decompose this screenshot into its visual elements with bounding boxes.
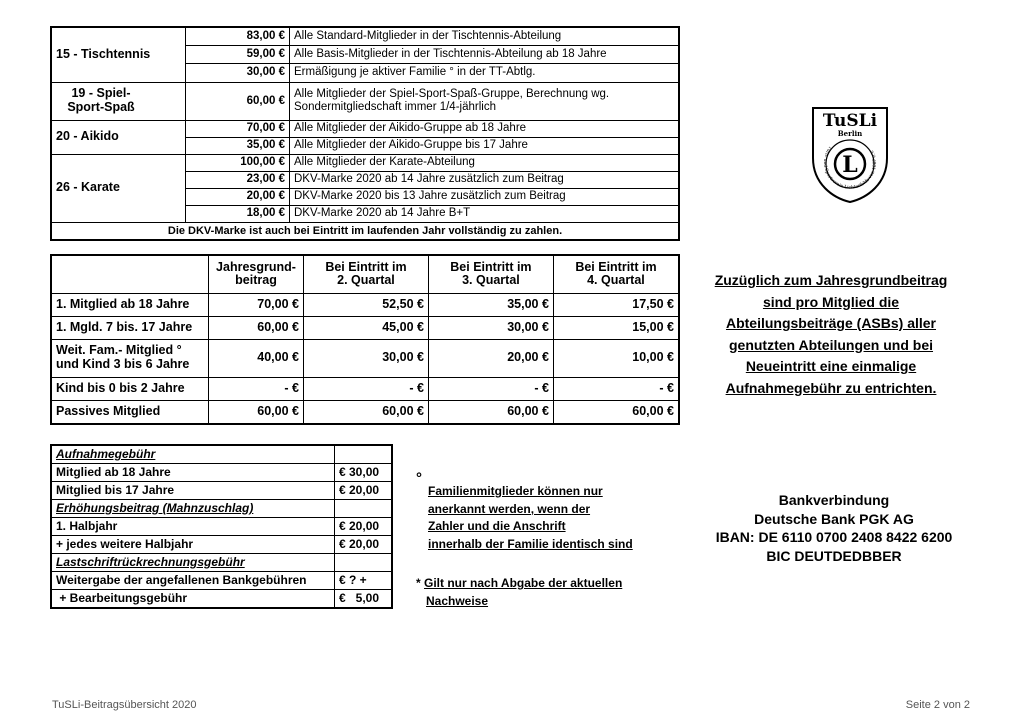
value-cell: 60,00 € [209, 316, 304, 339]
value-cell: - € [304, 377, 429, 400]
value-cell: € 5,00 [335, 590, 393, 609]
header-q2-text: Bei Eintritt im 2. Quartal [325, 259, 407, 288]
section-label: 15 - Tischtennis [51, 27, 186, 82]
note-line: Neueintritt eine einmalige [745, 358, 917, 374]
value-cell: 60,00 € [304, 400, 429, 424]
description-cell: DKV-Marke 2020 bis 13 Jahre zusätzlich zum Beitrag [290, 188, 680, 205]
dkv-note: Die DKV-Marke ist auch bei Eintritt im laufenden Jahr vollständig zu zahlen. [51, 222, 679, 240]
table-row [51, 518, 392, 536]
tusli-logo [811, 106, 889, 204]
row-label: Mitglied bis 17 Jahre [51, 482, 335, 500]
amount-cell: 59,00 € [186, 45, 290, 63]
table-row [51, 464, 392, 482]
note-line: Abteilungsbeiträge (ASBs) aller [725, 315, 937, 331]
bic: BIC DEUTDEDBBER [766, 547, 902, 564]
iban: IBAN: DE 6110 0700 2408 8422 6200 [715, 529, 953, 545]
value-cell [335, 500, 393, 518]
extra-fees-table [50, 444, 393, 609]
note-line: sind pro Mitglied die [762, 293, 900, 310]
table-row [51, 339, 679, 377]
note-line: innerhalb der Familie identisch sind [428, 536, 633, 551]
value-cell [335, 445, 393, 464]
description-cell: DKV-Marke 2020 ab 14 Jahre zusätzlich zum Beitrag [290, 171, 680, 188]
value-cell: 20,00 € [428, 339, 553, 377]
table-row [51, 445, 392, 464]
group-heading: Erhöhungsbeitrag (Mahnzuschlag) [51, 500, 335, 518]
section-label: 20 - Aikido [51, 120, 186, 154]
row-label: Kind bis 0 bis 2 Jahre [51, 377, 209, 400]
bank-name: Deutsche Bank PGK AG [754, 510, 914, 527]
annual-fee-table [50, 254, 680, 425]
description-cell: Alle Standard-Mitglieder in der Tischtennis-Abteilung [290, 27, 680, 45]
note-line: anerkannt werden, wenn der [428, 501, 591, 516]
row-label: 1. Mitglied ab 18 Jahre [51, 293, 209, 316]
value-cell: - € [553, 377, 679, 400]
description-cell: Alle Mitglieder der Spiel-Sport-Spaß-Gruppe, Berechnung wg. Sondermitgliedschaft immer 1/4-jährlich [290, 82, 680, 120]
proof-note [416, 575, 622, 610]
logo-letter: L [842, 152, 858, 178]
table-row [51, 377, 679, 400]
value-cell: 35,00 € [428, 293, 553, 316]
note-line: Gilt nur nach Abgabe der aktuellen [424, 576, 623, 590]
description-cell: Alle Mitglieder der Aikido-Gruppe bis 17 Jahre [290, 137, 680, 154]
value-cell: € 20,00 [335, 482, 393, 500]
note-line: genutzten Abteilungen und bei [728, 336, 934, 353]
value-cell: 30,00 € [304, 339, 429, 377]
degree-marker: ° [416, 470, 422, 487]
value-cell: 40,00 € [209, 339, 304, 377]
section-label-text: 19 - Spiel-Sport-Spaß [67, 86, 135, 114]
amount-cell: 60,00 € [186, 82, 290, 120]
amount-cell: 83,00 € [186, 27, 290, 45]
value-cell: 30,00 € [428, 316, 553, 339]
amount-cell: 100,00 € [186, 154, 290, 171]
bank-title: Bankverbindung [778, 492, 890, 508]
bank-details [700, 491, 968, 565]
row-label: Mitglied ab 18 Jahre [51, 464, 335, 482]
value-cell: € 30,00 [335, 464, 393, 482]
table-row [51, 316, 679, 339]
description-cell: Alle Mitglieder der Karate-Abteilung [290, 154, 680, 171]
header-annual [209, 255, 304, 293]
amount-cell: 18,00 € [186, 205, 290, 222]
value-cell: - € [209, 377, 304, 400]
amount-cell: 20,00 € [186, 188, 290, 205]
value-cell: 60,00 € [553, 400, 679, 424]
amount-cell: 23,00 € [186, 171, 290, 188]
table-row [51, 590, 392, 609]
value-cell [335, 554, 393, 572]
value-cell: 70,00 € [209, 293, 304, 316]
row-label: Weit. Fam.- Mitglied ° und Kind 3 bis 6 Jahre [51, 339, 209, 377]
note-line: Aufnahmegebühr zu entrichten. [725, 379, 937, 396]
additional-fees-note [706, 270, 956, 399]
header-q3 [428, 255, 553, 293]
value-cell: 52,50 € [304, 293, 429, 316]
header-q4-text: Bei Eintritt im 4. Quartal [575, 259, 657, 288]
row-label: 1. Mgld. 7 bis. 17 Jahre [51, 316, 209, 339]
row-label: + jedes weitere Halbjahr [51, 536, 335, 554]
header-q2 [304, 255, 429, 293]
logo-name: TuSLi [822, 111, 878, 131]
section-label [51, 82, 186, 120]
table-row [51, 572, 392, 590]
amount-cell: 35,00 € [186, 137, 290, 154]
value-cell: 10,00 € [553, 339, 679, 377]
group-heading: Aufnahmegebühr [51, 445, 335, 464]
description-cell: Alle Basis-Mitglieder in der Tischtennis-Abteilung ab 18 Jahre [290, 45, 680, 63]
table-row [51, 536, 392, 554]
logo-city: Berlin [837, 129, 863, 138]
note-line: Familienmitglieder können nur [428, 484, 603, 498]
department-fees-table [50, 26, 680, 241]
description-cell: DKV-Marke 2020 ab 14 Jahre B+T [290, 205, 680, 222]
value-cell: 17,50 € [553, 293, 679, 316]
section-label: 26 - Karate [51, 154, 186, 222]
table-row [51, 500, 392, 518]
header-cell [51, 255, 209, 293]
table-row [51, 554, 392, 572]
family-note [428, 483, 633, 553]
note-line: Zuzüglich zum Jahresgrundbeitrag [714, 272, 948, 288]
header-q4 [553, 255, 679, 293]
value-cell: - € [428, 377, 553, 400]
logo-ring-path: Turn- und Sportverein Lichterfelde von 1887 e.V. [821, 144, 879, 191]
row-label: + Bearbeitungsgebühr [51, 590, 335, 609]
page-number: Seite 2 von 2 [905, 699, 970, 711]
table-row [51, 482, 392, 500]
value-cell: € 20,00 [335, 518, 393, 536]
description-cell: Ermäßigung je aktiver Familie ° in der TT-Abtlg. [290, 63, 680, 82]
value-cell: 60,00 € [428, 400, 553, 424]
table-row [51, 400, 679, 424]
value-cell: 45,00 € [304, 316, 429, 339]
header-q3-text: Bei Eintritt im 3. Quartal [450, 259, 532, 288]
value-cell: 15,00 € [553, 316, 679, 339]
note-line: Nachweise [426, 593, 489, 608]
value-cell: € ? + [335, 572, 393, 590]
asterisk: * [416, 576, 425, 590]
footer-title: TuSLi-Beitragsübersicht 2020 [52, 699, 197, 711]
description-cell: Alle Mitglieder der Aikido-Gruppe ab 18 Jahre [290, 120, 680, 137]
note-line: Zahler und die Anschrift [428, 519, 566, 533]
amount-cell: 30,00 € [186, 63, 290, 82]
group-heading: Lastschriftrückrechnungsgebühr [51, 554, 335, 572]
table-row [51, 293, 679, 316]
amount-cell: 70,00 € [186, 120, 290, 137]
value-cell: € 20,00 [335, 536, 393, 554]
row-label: Weitergabe der angefallenen Bankgebühren [51, 572, 335, 590]
value-cell: 60,00 € [209, 400, 304, 424]
row-label: 1. Halbjahr [51, 518, 335, 536]
row-label: Passives Mitglied [51, 400, 209, 424]
header-annual-text: Jahresgrund-beitrag [216, 259, 296, 288]
